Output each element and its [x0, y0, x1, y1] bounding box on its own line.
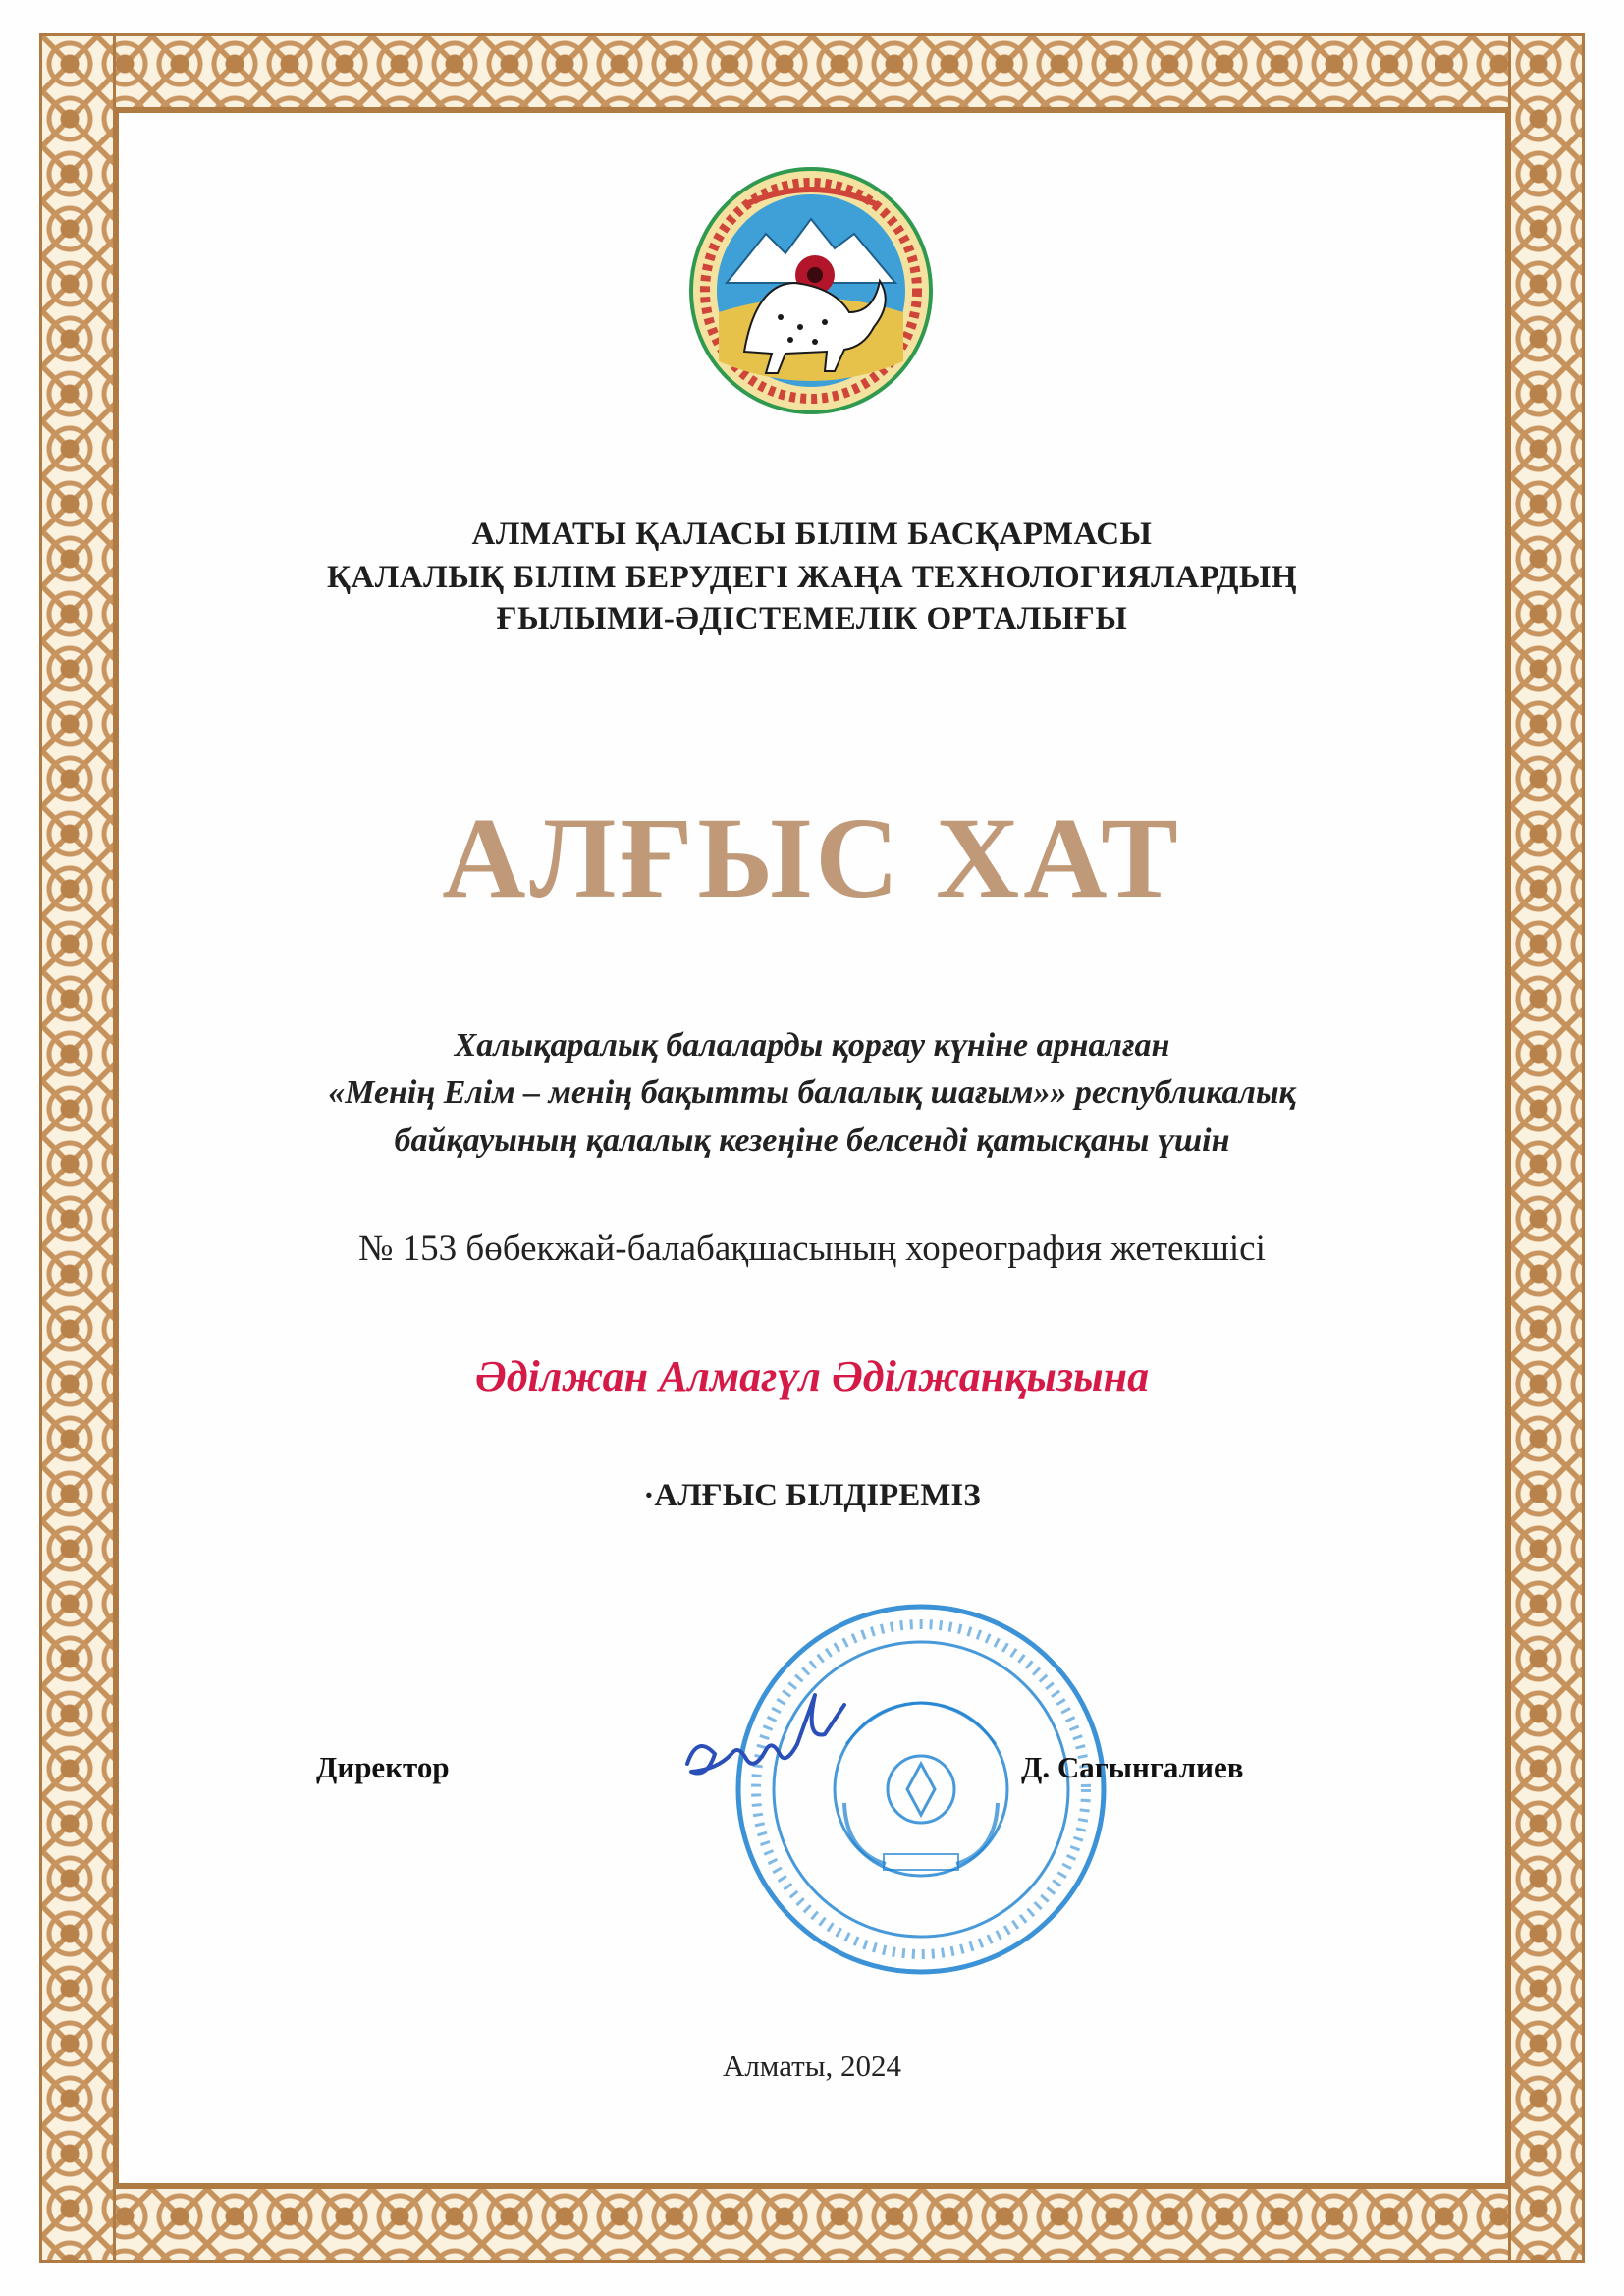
ornament-border-top — [39, 33, 1585, 110]
organization-line-3: ҒЫЛЫМИ-ӘДІСТЕМЕЛІК ОРТАЛЫҒЫ — [496, 601, 1128, 636]
reason-line-1: Халықаралық балаларды қорғау күніне арналған — [454, 1027, 1170, 1064]
certificate-title: АЛҒЫС ХАТ — [442, 793, 1182, 922]
handwritten-signature-icon — [677, 1685, 864, 1803]
organization-line-2: ҚАЛАЛЫҚ БІЛІМ БЕРУДЕГІ ЖАҢА ТЕХНОЛОГИЯЛАРДЫҢ — [326, 560, 1298, 595]
city-and-year: Алматы, 2024 — [722, 2049, 902, 2083]
reason-line-3: байқауының қалалық кезеңіне белсенді қатысқаны үшін — [394, 1122, 1230, 1159]
ornament-border-bottom — [39, 2186, 1585, 2263]
signatory-name: Д. Сагынгалиев — [1021, 1750, 1244, 1784]
recipient-position: № 153 бөбекжай-балабақшасының хореография жетекшісі — [358, 1229, 1266, 1269]
almaty-snow-leopard-emblem-icon — [687, 165, 935, 416]
signatory-role: Директор — [316, 1750, 450, 1784]
organization-line-1: АЛМАТЫ ҚАЛАСЫ БІЛІМ БАСҚАРМАСЫ — [471, 517, 1153, 552]
recipient-name: Әділжан Алмагүл Әділжанқызына — [474, 1352, 1150, 1400]
reason-line-2: «Менің Елім – менің бақытты балалық шағым»» республикалық — [328, 1074, 1296, 1111]
thanks-statement: ·АЛҒЫС БІЛДІРЕМІЗ — [643, 1478, 981, 1513]
